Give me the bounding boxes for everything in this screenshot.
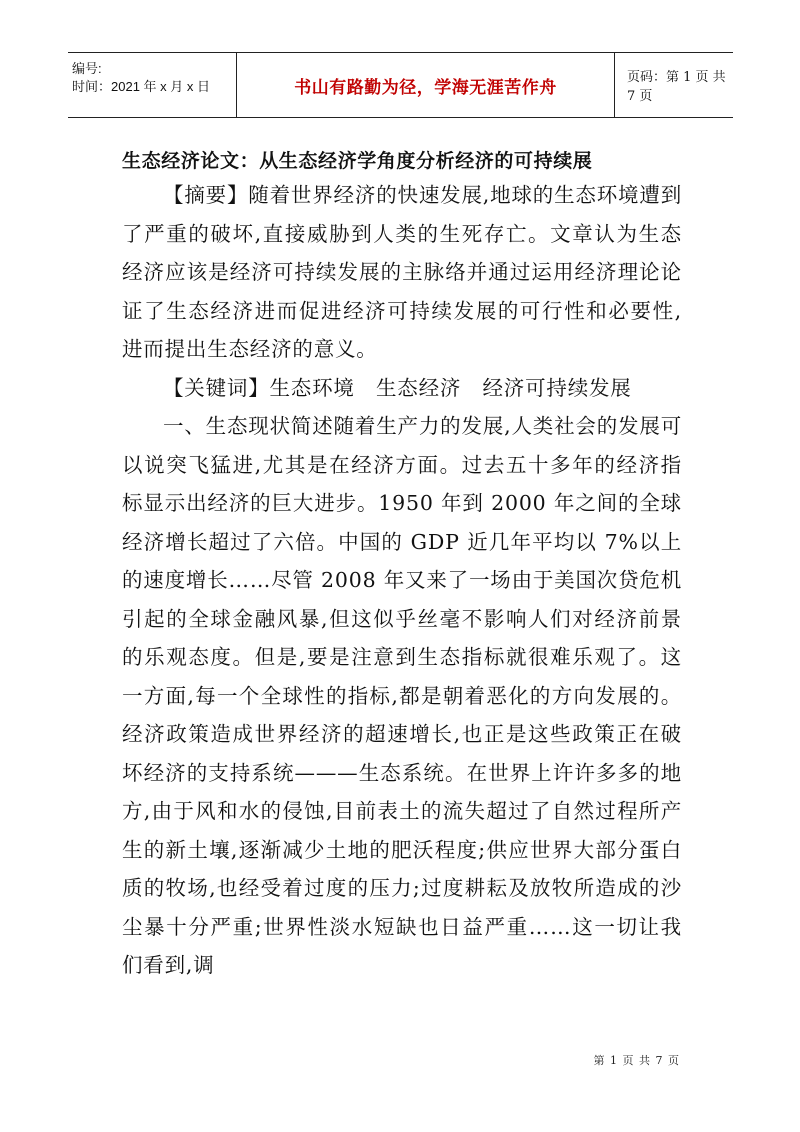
page-header (68, 52, 733, 118)
section-one-paragraph: 一、生态现状简述随着生产力的发展,人类社会的发展可以说突飞猛进,尤其是在经济方面。过去五十多年的经济指标显示出经济的巨大进步。1950 年到 2000 年之间的全球经济增长超过了六倍。中国的 GDP 近几年平均以 7%以上的速度增长……尽管 2008 年又来了一场由于美国次贷危机引起的全球金融风暴,但这似乎丝毫不影响人们对经济前景的乐观态度。但是,要是注意到生态指标就很难乐观了。这一方面,每一个全球性的指标,都是朝着恶化的方向发展的。经济政策造成世界经济的超速增长,也正是这些政策正在破坏经济的支持系统———生态系统。在世界上许许多多的地方,由于风和水的侵蚀,目前表土的流失超过了自然过程所产生的新土壤,逐渐减少土地的肥沃程度;供应世界大部分蛋白质的牧场,也经受着过度的压力;过度耕耘及放牧所造成的沙尘暴十分严重;世界性淡水短缺也日益严重……这一切让我们看到,调 (122, 414, 682, 977)
article-title: 生态经济论文：从生态经济学角度分析经济的可持续展 (122, 150, 593, 172)
abstract-paragraph: 【摘要】随着世界经济的快速发展,地球的生态环境遭到了严重的破坏,直接威胁到人类的生死存亡。文章认为生态经济应该是经济可持续发展的主脉络并通过运用经济理论论证了生态经济进而促进经济可持续发展的可行性和必要性,进而提出生态经济的意义。 (122, 183, 682, 361)
time-label: 时间：2021 年 x 月 x 日 (72, 79, 210, 94)
header-motto: 书山有路勤为径，学海无涯苦作舟 (236, 53, 615, 117)
header-left-cell (68, 53, 236, 117)
page-footer: 第 1 页 共 7 页 (593, 1054, 680, 1067)
header-page-info: 页码：第 1 页 共 7 页 (627, 70, 726, 104)
keywords-paragraph: 【关键词】生态环境 生态经济 经济可持续发展 (163, 375, 632, 400)
number-label: 编号: (72, 61, 102, 76)
article-body (122, 176, 682, 985)
